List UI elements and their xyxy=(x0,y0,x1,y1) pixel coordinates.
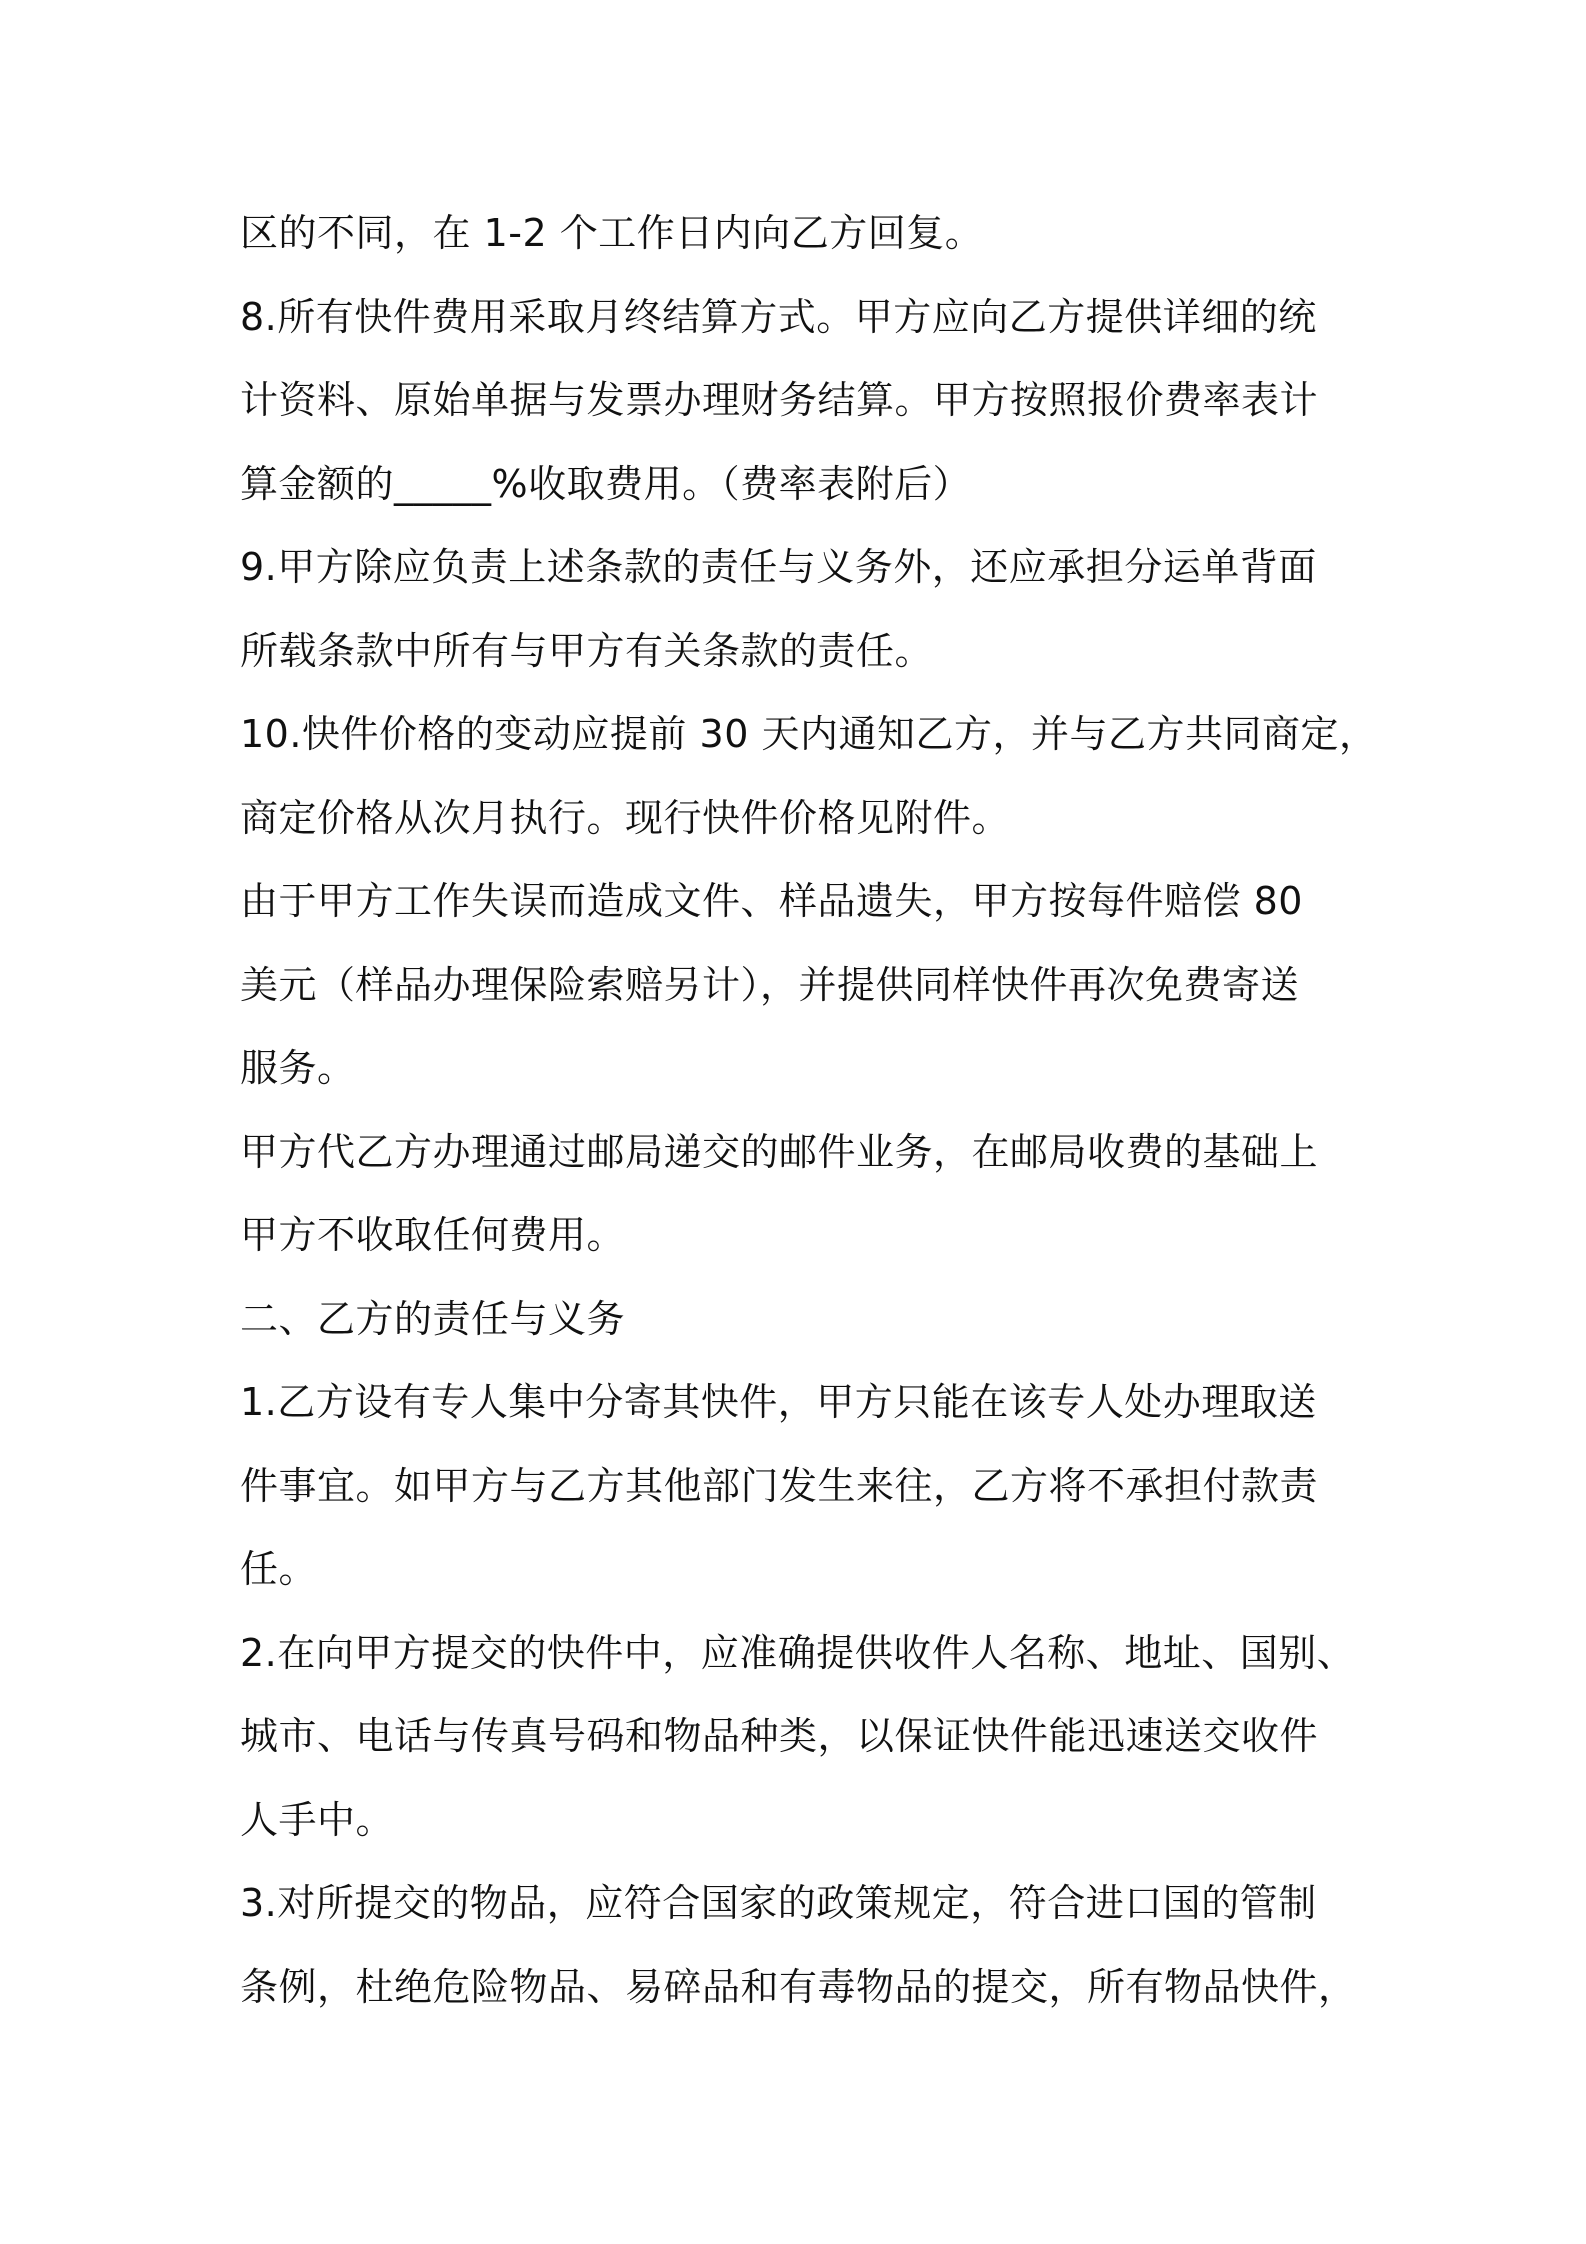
section-heading: 二、乙方的责任与义务 xyxy=(240,1296,626,1341)
text-line: 城市、电话与传真号码和物品种类，以保证快件能迅速送交收件 xyxy=(240,1714,1319,1758)
text-line: 2.在向甲方提交的快件中，应准确提供收件人名称、地址、国别、 xyxy=(240,1630,1356,1675)
document-body xyxy=(240,192,1378,2029)
text-line: 3.对所提交的物品，应符合国家的政策规定，符合进口国的管制 xyxy=(240,1881,1317,1925)
text-line: 条例，杜绝危险物品、易碎品和有毒物品的提交，所有物品快件， xyxy=(240,1964,1357,2009)
text-line: 10.快件价格的变动应提前 30 天内通知乙方，并与乙方共同商定， xyxy=(240,712,1378,756)
text-line: 1.乙方设有专人集中分寄其快件，甲方只能在该专人处办理取送 xyxy=(240,1380,1317,1424)
text-line: 甲方不收取任何费用。 xyxy=(240,1213,626,1257)
text-line: 件事宜。如甲方与乙方其他部门发生来往，乙方将不承担付款责 xyxy=(240,1463,1319,1508)
text-line: 由于甲方工作失误而造成文件、样品遗失，甲方按每件赔偿 80 xyxy=(240,879,1303,923)
text-line: 计资料、原始单据与发票办理财务结算。甲方按照报价费率表计 xyxy=(240,378,1319,422)
text-line: 人手中。 xyxy=(240,1797,395,1842)
text-line: 8.所有快件费用采取月终结算方式。甲方应向乙方提供详细的统 xyxy=(240,294,1317,339)
text-line: 甲方代乙方办理通过邮局递交的邮件业务，在邮局收费的基础上 xyxy=(240,1129,1319,1174)
text-line: 算金额的_____%收取费用。（费率表附后） xyxy=(240,461,972,506)
text-line: 美元（样品办理保险索赔另计），并提供同样快件再次免费寄送 xyxy=(240,962,1300,1007)
text-line: 商定价格从次月执行。现行快件价格见附件。 xyxy=(240,795,1011,840)
text-line: 区的不同，在 1-2 个工作日内向乙方回复。 xyxy=(240,211,984,255)
text-line: 9.甲方除应负责上述条款的责任与义务外，还应承担分运单背面 xyxy=(240,545,1317,589)
text-line: 所载条款中所有与甲方有关条款的责任。 xyxy=(240,628,934,673)
text-line: 服务。 xyxy=(240,1046,356,1090)
text-line: 任。 xyxy=(240,1547,318,1591)
